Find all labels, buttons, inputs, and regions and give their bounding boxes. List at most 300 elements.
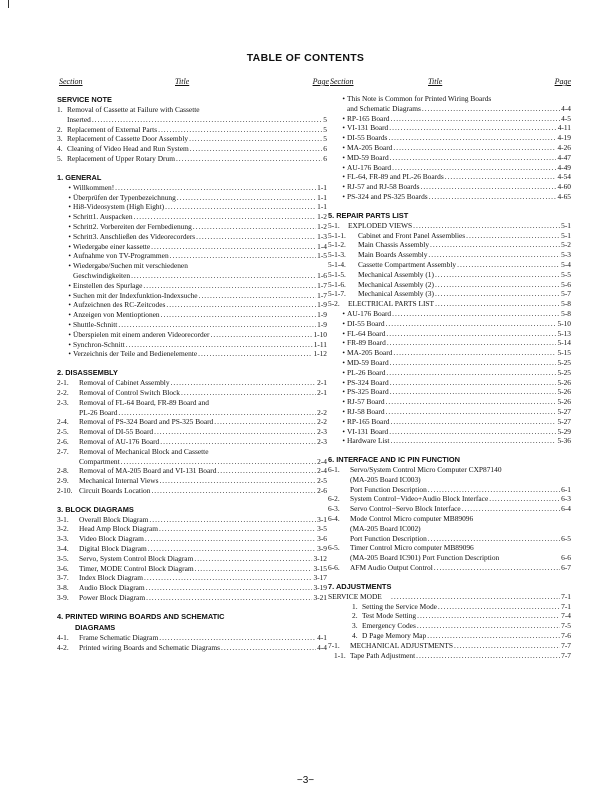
bullet-icon: • [342, 416, 345, 426]
dot-leader [211, 330, 313, 340]
toc-entry[interactable] [328, 602, 571, 612]
dot-leader [146, 593, 312, 603]
dot-leader [166, 300, 316, 310]
dot-leader [416, 651, 560, 661]
entry-number: 3-2. [57, 524, 69, 534]
dot-leader [390, 153, 557, 163]
entry-title: Cleaning of Video Head and Run System [67, 144, 189, 154]
entry-number: 6-1. [328, 465, 340, 475]
toc-entry[interactable] [328, 338, 571, 348]
toc-entry[interactable] [328, 348, 571, 358]
toc-entry[interactable] [328, 182, 571, 192]
entry-page: 5-13 [557, 328, 571, 338]
toc-entry[interactable] [328, 368, 571, 378]
page-title: TABLE OF CONTENTS [246, 52, 365, 64]
entry-page: 5-7 [561, 289, 571, 299]
entry-title: Servo/System Control Micro Computer CXP87140 [350, 465, 502, 475]
toc-entry[interactable] [328, 280, 571, 290]
dot-leader [454, 641, 560, 651]
dot-leader [177, 193, 316, 203]
bullet-icon: • [342, 377, 345, 387]
dot-leader [145, 534, 316, 544]
toc-entry[interactable] [57, 183, 327, 193]
entry-title: System Control−Video+Audio Block Interface [350, 494, 489, 504]
entry-page: 2-2 [317, 407, 327, 417]
entry-number: 6-2. [328, 494, 340, 504]
dot-leader [221, 643, 316, 653]
entry-title: Printed wiring Boards and Schematic Diagrams [79, 642, 221, 652]
entry-page: 4-5 [561, 113, 571, 123]
toc-entry[interactable] [57, 340, 327, 350]
entry-page: 7-4 [561, 611, 571, 621]
entry-number: 5-1-6. [328, 279, 346, 289]
toc-entry[interactable] [328, 309, 571, 319]
entry-title: Schritt1. Auspacken [73, 212, 133, 222]
entry-page: 3-21 [313, 593, 327, 603]
toc-entry[interactable] [328, 133, 571, 143]
bullet-icon: • [342, 367, 345, 377]
entry-page: 5-27 [557, 416, 571, 426]
entry-title: Digital Block Diagram [79, 544, 147, 554]
toc-entry[interactable] [328, 240, 571, 250]
entry-number: 2-1. [57, 378, 69, 388]
toc-entry[interactable] [57, 349, 327, 359]
entry-page: 2-1 [317, 378, 327, 388]
toc-entry[interactable] [57, 457, 327, 467]
toc-entry[interactable] [57, 330, 327, 340]
entry-title: Servo, System Control Block Diagram [79, 553, 194, 563]
toc-entry[interactable] [328, 465, 571, 475]
entry-title: Synchron-Schnitt [73, 339, 125, 349]
dot-leader [391, 417, 557, 427]
bullet-icon: • [68, 349, 71, 359]
toc-entry[interactable] [57, 193, 327, 203]
toc-entry[interactable] [328, 641, 571, 651]
toc-entry[interactable] [57, 291, 327, 301]
dot-leader [386, 397, 557, 407]
entry-title: Servo Control−Servo Block Interface [350, 504, 461, 514]
page-number: −3− [296, 775, 315, 786]
entry-page: 6 [323, 144, 327, 154]
section-heading: DIAGRAMS [75, 622, 116, 632]
toc-entry[interactable] [328, 427, 571, 437]
entry-title: Compartment [79, 456, 120, 466]
toc-entry[interactable] [57, 212, 327, 222]
dot-leader [438, 602, 560, 612]
entry-page: 4-4 [561, 103, 571, 113]
entry-page: 3-1 [317, 514, 327, 524]
entry-title: Verzeichnis der Teile and Bedienelemente [73, 349, 198, 359]
dot-leader [389, 427, 556, 437]
dot-leader [196, 232, 316, 242]
entry-page: 5 [323, 134, 327, 144]
bullet-icon: • [68, 251, 71, 261]
toc-entry[interactable] [328, 221, 571, 231]
header-title: Title [175, 77, 190, 86]
toc-entry[interactable] [57, 583, 327, 593]
toc-entry[interactable] [328, 563, 571, 573]
entry-title: Überprüfen der Typenbezeichnung [73, 192, 176, 202]
entry-title: DI-55 Boards [347, 133, 388, 143]
toc-entry[interactable] [57, 427, 327, 437]
dot-leader [386, 319, 557, 329]
toc-entry[interactable] [57, 447, 327, 457]
entry-page: 1-7 [317, 280, 327, 290]
toc-entry[interactable] [328, 524, 571, 534]
entry-page: 3-6 [317, 534, 327, 544]
bullet-icon: • [342, 308, 345, 318]
toc-entry[interactable] [57, 281, 327, 291]
entry-title: Mechanical Internal Views [79, 476, 159, 486]
dot-leader [387, 338, 557, 348]
entry-title: Frame Schematic Diagram [79, 632, 159, 642]
entry-page: 2-3 [317, 436, 327, 446]
toc-entry[interactable] [57, 486, 327, 496]
entry-number: 3-6. [57, 563, 69, 573]
entry-title: AU-176 Board [347, 308, 392, 318]
bullet-icon: • [68, 280, 71, 290]
bullet-icon: • [342, 387, 345, 397]
toc-entry[interactable] [328, 231, 571, 241]
toc-entry[interactable] [328, 417, 571, 427]
entry-page: 1-9 [317, 300, 327, 310]
toc-entry[interactable] [57, 378, 327, 388]
entry-title: Removal of Cabinet Assembly [79, 378, 170, 388]
scan-mark [8, 0, 9, 8]
entry-page: 2-6 [317, 485, 327, 495]
entry-number: 6-5. [328, 543, 340, 553]
toc-entry[interactable] [328, 592, 571, 602]
toc-entry[interactable] [57, 408, 327, 418]
entry-title: Inserted [67, 114, 91, 124]
toc-entry[interactable] [328, 611, 571, 621]
toc-entry[interactable] [57, 202, 327, 212]
entry-number: 1. [57, 105, 63, 114]
entry-page: 1-3 [317, 231, 327, 241]
entry-page: 5-2 [561, 240, 571, 250]
toc-entry[interactable] [328, 104, 571, 114]
bullet-icon: • [68, 300, 71, 310]
toc-entry[interactable] [328, 504, 571, 514]
toc-entry[interactable] [57, 534, 327, 544]
toc-entry[interactable] [328, 631, 571, 641]
entry-title: Cabinet and Front Panel Assemblies [358, 230, 466, 240]
entry-title: Wiedergabe einer kassette [73, 241, 151, 251]
entry-title: Wiedergabe/Suchen mit verschiedenen [73, 261, 188, 271]
dot-leader [126, 340, 313, 350]
toc-entry[interactable] [57, 300, 327, 310]
entry-page: 5-1 [561, 230, 571, 240]
bullet-icon: • [342, 123, 345, 133]
entry-page: 5-29 [557, 426, 571, 436]
entry-page: 2-5 [317, 476, 327, 486]
dot-leader [161, 310, 317, 320]
dot-leader [420, 182, 556, 192]
entry-page: 3-12 [313, 553, 327, 563]
entry-title: Suchen mit der Indexfunktion-Indexsuche [73, 290, 198, 300]
entry-page: 6 [323, 153, 327, 163]
entry-number: 3. [352, 621, 358, 631]
entry-title: Timer, MODE Control Block Diagram [79, 563, 194, 573]
entry-page: 4-1 [317, 632, 327, 642]
toc-entry[interactable] [57, 388, 327, 398]
entry-title: D Page Memory Map [362, 631, 427, 641]
toc-entry[interactable] [328, 621, 571, 631]
toc-entry[interactable] [328, 494, 571, 504]
dot-leader [393, 348, 556, 358]
toc-entry[interactable] [57, 643, 327, 653]
entry-title: (MA-205 Board IC002) [350, 523, 421, 533]
toc-entry[interactable] [57, 251, 327, 261]
dot-leader [430, 240, 560, 250]
toc-entry[interactable] [328, 289, 571, 299]
dot-leader [462, 504, 560, 514]
dot-leader [159, 633, 316, 643]
dot-leader [159, 524, 316, 534]
entry-number: 3-1. [57, 514, 69, 524]
entry-number: 4. [57, 144, 63, 154]
toc-entry[interactable] [328, 485, 571, 495]
entry-page: 4-11 [557, 123, 571, 133]
entry-number: 2. [352, 611, 358, 621]
toc-entry[interactable] [328, 436, 571, 446]
toc-entry[interactable] [57, 417, 327, 427]
toc-entry[interactable] [328, 172, 571, 182]
toc-entry[interactable] [328, 260, 571, 270]
dot-leader [386, 368, 556, 378]
toc-entry[interactable] [57, 476, 327, 486]
bullet-icon: • [68, 329, 71, 339]
toc-entry[interactable] [328, 114, 571, 124]
dot-leader [134, 212, 317, 222]
toc-entry[interactable] [57, 554, 327, 564]
toc-entry[interactable] [57, 310, 327, 320]
toc-entry[interactable] [57, 242, 327, 252]
entry-title: PL-26 Board [347, 367, 386, 377]
entry-page: 5 [323, 114, 327, 124]
entry-page: 6-3 [561, 494, 571, 504]
entry-page: 4-49 [557, 162, 571, 172]
bullet-icon: • [68, 290, 71, 300]
toc-entry[interactable] [57, 544, 327, 554]
bullet-icon: • [68, 202, 71, 212]
entry-page: 5-25 [557, 357, 571, 367]
bullet-icon: • [342, 133, 345, 143]
dot-leader [428, 485, 560, 495]
entry-page: 3-5 [317, 524, 327, 534]
entry-page: 5-5 [561, 269, 571, 279]
entry-title: Head Amp Block Diagram [79, 524, 159, 534]
entry-page: 5-8 [561, 308, 571, 318]
entry-number: 3-4. [57, 544, 69, 554]
toc-entry[interactable] [57, 261, 327, 271]
entry-title: Removal of FL-64 Board, FR-89 Board and [79, 397, 209, 407]
toc-entry[interactable] [57, 515, 327, 525]
entry-page: 3-15 [313, 563, 327, 573]
header-page: Page [312, 77, 329, 86]
entry-page: 5-26 [557, 387, 571, 397]
toc-entry[interactable] [57, 593, 327, 603]
toc-entry[interactable] [328, 153, 571, 163]
entry-number: 2. [57, 124, 63, 134]
bullet-icon: • [68, 241, 71, 251]
entry-page: 5-3 [561, 250, 571, 260]
entry-title: RJ-57 Board [347, 397, 385, 407]
toc-entry[interactable] [57, 466, 327, 476]
entry-page: 3-9 [317, 544, 327, 554]
dot-leader [390, 358, 557, 368]
entry-page: 1-4 [317, 241, 327, 251]
toc-entry[interactable] [328, 94, 571, 104]
toc-entry[interactable] [57, 633, 327, 643]
toc-entry[interactable] [57, 232, 327, 242]
entry-page: 4-26 [557, 142, 571, 152]
dot-leader [435, 280, 560, 290]
header-section: Section [59, 77, 83, 86]
toc-entry[interactable] [328, 163, 571, 173]
dot-leader [435, 270, 560, 280]
toc-entry[interactable] [328, 475, 571, 485]
entry-number: 4-1. [57, 632, 69, 642]
entry-title: MD-59 Board [347, 357, 389, 367]
toc-entry[interactable] [57, 125, 327, 135]
entry-number: 6-3. [328, 504, 340, 514]
dot-leader [457, 260, 560, 270]
entry-title: RJ-57 and RJ-58 Boards [347, 182, 420, 192]
entry-title: FL-64, FR-89 and PL-26 Boards [347, 172, 444, 182]
header-title: Title [428, 77, 443, 86]
bullet-icon: • [342, 397, 345, 407]
entry-page: 7-5 [561, 621, 571, 631]
entry-title: Removal of MA-205 Board and VI-131 Board [79, 466, 217, 476]
entry-title: This Note is Common for Printed Wiring Boards [347, 94, 492, 103]
dot-leader [115, 183, 316, 193]
entry-number: 4-2. [57, 642, 69, 652]
entry-number: SERVICE MODE [328, 591, 382, 601]
bullet-icon: • [342, 113, 345, 123]
dot-leader [413, 221, 560, 231]
toc-entry[interactable] [57, 564, 327, 574]
entry-page: 5-14 [557, 338, 571, 348]
bullet-icon: • [342, 142, 345, 152]
toc-entry[interactable] [57, 398, 327, 408]
entry-page: 7-7 [561, 640, 571, 650]
toc-entry[interactable] [328, 514, 571, 524]
toc-entry[interactable] [57, 115, 327, 125]
section-heading: 5. REPAIR PARTS LIST [328, 210, 409, 220]
toc-entry[interactable] [328, 407, 571, 417]
entry-page: 5-10 [557, 318, 571, 328]
toc-entry[interactable] [57, 437, 327, 447]
entry-number: 1-1. [334, 650, 346, 660]
dot-leader [489, 494, 560, 504]
dot-leader [390, 436, 556, 446]
entry-title: Index Block Diagram [79, 573, 144, 583]
toc-entry[interactable] [57, 524, 327, 534]
toc-entry[interactable] [57, 154, 327, 164]
dot-leader [118, 320, 316, 330]
toc-entry[interactable] [328, 123, 571, 133]
toc-entry[interactable] [328, 397, 571, 407]
toc-entry[interactable] [328, 319, 571, 329]
toc-entry[interactable] [57, 271, 327, 281]
entry-number: 2-8. [57, 466, 69, 476]
toc-entry[interactable] [57, 134, 327, 144]
dot-leader [393, 143, 556, 153]
entry-title: Removal of Mechanical Block and Cassette [79, 446, 209, 456]
dot-leader [417, 621, 560, 631]
entry-title: Willkommen! [73, 182, 115, 192]
entry-number: 2-2. [57, 387, 69, 397]
header-section: Section [330, 77, 354, 86]
toc-entry[interactable] [328, 534, 571, 544]
dot-leader [194, 554, 312, 564]
entry-title: Aufzeichnen des RC-Zeitcodes [73, 300, 166, 310]
entry-title: Overall Block Diagram [79, 514, 149, 524]
toc-entry[interactable] [328, 192, 571, 202]
entry-page: 5-8 [561, 299, 571, 309]
dot-leader [193, 222, 316, 232]
toc-entry[interactable] [328, 270, 571, 280]
entry-number: 2-6. [57, 436, 69, 446]
bullet-icon: • [342, 426, 345, 436]
dot-leader [466, 231, 560, 241]
section-heading: 6. INTERFACE AND IC PIN FUNCTION [328, 455, 460, 465]
toc-entry[interactable] [328, 358, 571, 368]
entry-number: 5-1-7. [328, 289, 346, 299]
dot-leader [154, 427, 316, 437]
entry-title: Mechanical Assembly (3) [358, 289, 434, 299]
entry-title: MECHANICAL ADJUSTMENTS [350, 640, 453, 650]
bullet-icon: • [342, 182, 345, 192]
toc-entry[interactable] [57, 105, 327, 115]
toc-entry[interactable] [57, 144, 327, 154]
toc-entry[interactable] [328, 250, 571, 260]
toc-entry[interactable] [328, 329, 571, 339]
toc-entry[interactable] [57, 320, 327, 330]
toc-entry[interactable] [328, 651, 571, 661]
entry-page: 2-1 [317, 387, 327, 397]
entry-page: 1-5 [317, 251, 327, 261]
dot-leader [429, 192, 557, 202]
dot-leader [391, 592, 560, 602]
entry-title: Video Block Diagram [79, 534, 144, 544]
toc-entry[interactable] [57, 573, 327, 583]
toc-entry[interactable] [328, 378, 571, 388]
toc-entry[interactable] [328, 143, 571, 153]
dot-leader [390, 387, 557, 397]
column-header [57, 77, 327, 90]
toc-entry[interactable] [57, 222, 327, 232]
entry-number: 1. [352, 601, 358, 611]
entry-title: (MA-205 Board IC901) Port Function Description [350, 553, 500, 563]
entry-page: 5-36 [557, 436, 571, 446]
entry-title: FR-89 Board [347, 338, 386, 348]
entry-page: 7-7 [561, 650, 571, 660]
toc-entry[interactable] [328, 387, 571, 397]
dot-leader [143, 281, 316, 291]
toc-entry[interactable] [328, 543, 571, 553]
bullet-icon: • [342, 162, 345, 172]
toc-entry[interactable] [328, 299, 571, 309]
entry-page: 6-7 [561, 563, 571, 573]
entry-number: 2-5. [57, 427, 69, 437]
entry-number: 5-1-4. [328, 259, 346, 269]
entry-title: Einstellen des Spurlage [73, 280, 143, 290]
toc-entry[interactable] [328, 553, 571, 563]
entry-page: 1-1 [317, 182, 327, 192]
entry-number: 2-9. [57, 476, 69, 486]
